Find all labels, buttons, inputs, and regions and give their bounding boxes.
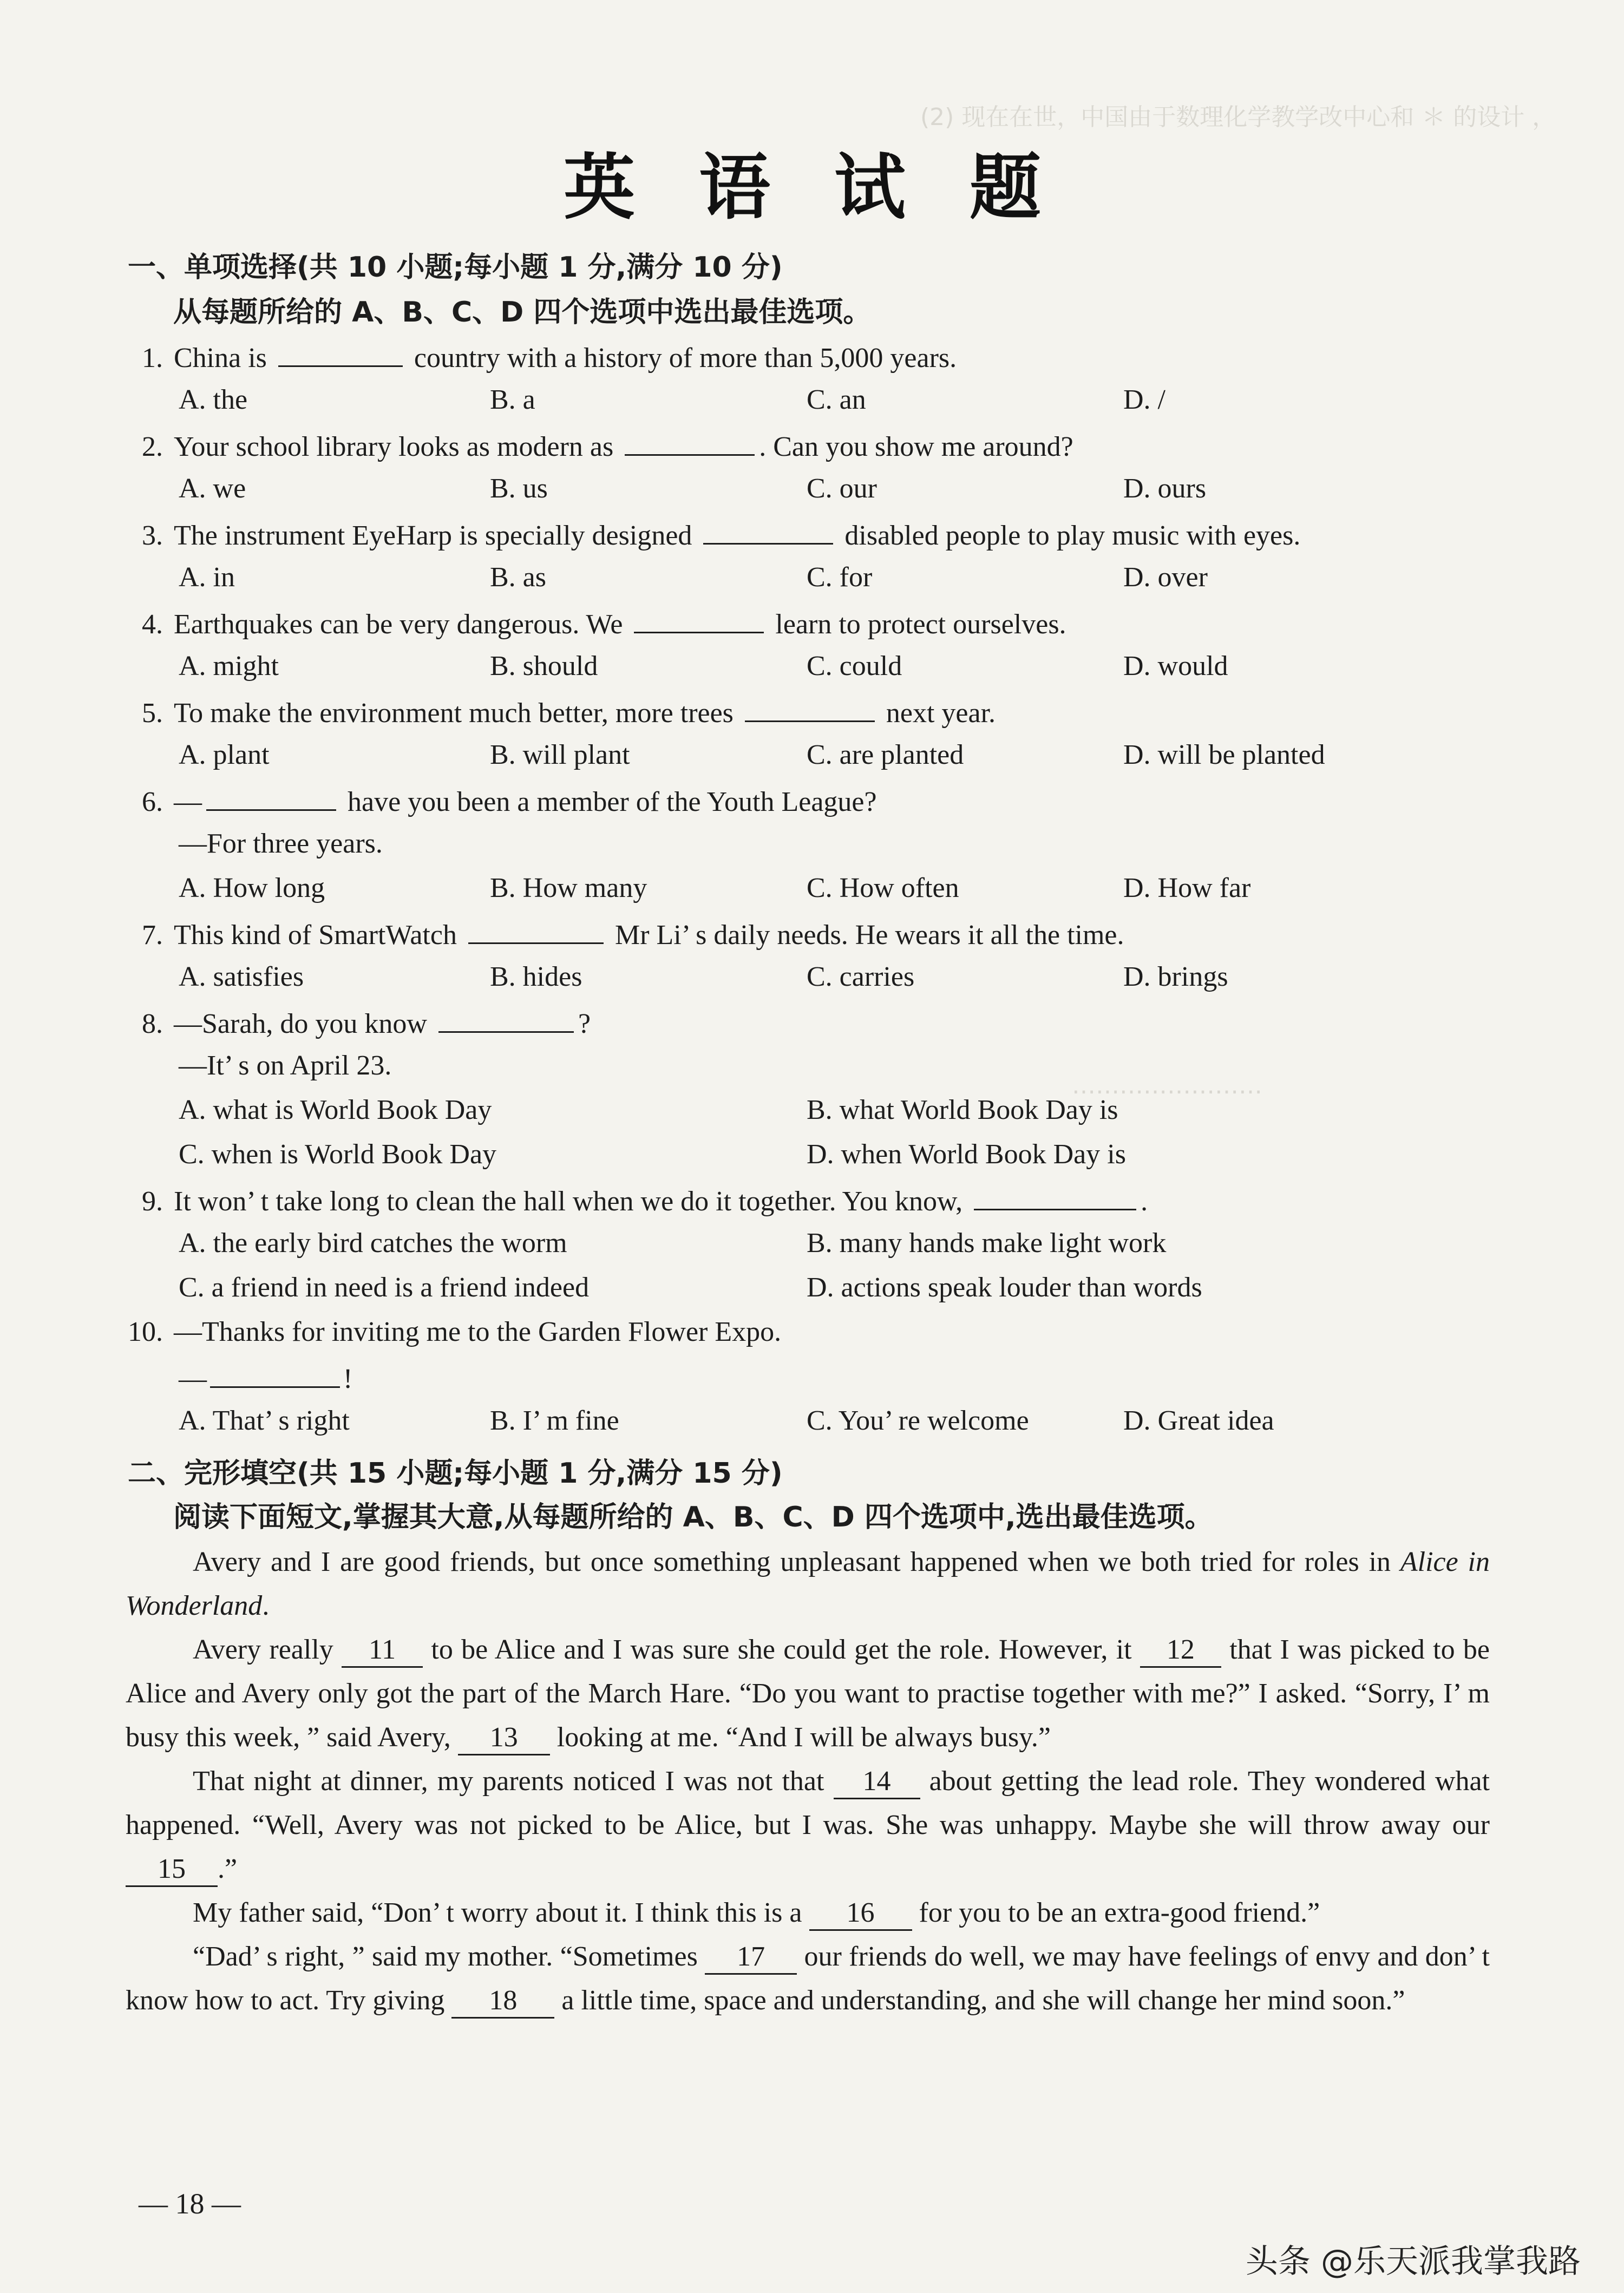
passage-paragraph bbox=[126, 1759, 1490, 1891]
option-b[interactable]: B. will plant bbox=[490, 739, 630, 770]
passage-text: My father said, “Don’ t worry about it. I think this is a bbox=[193, 1897, 809, 1928]
question-text: country with a history of more than 5,000 years. bbox=[407, 343, 957, 374]
bleed-through-text: …………………… bbox=[1072, 1072, 1262, 1099]
question-number: 4. bbox=[142, 609, 163, 640]
cloze-blank-11[interactable]: 11 bbox=[342, 1634, 423, 1668]
option-d[interactable]: D. ours bbox=[1123, 473, 1207, 504]
passage-paragraph bbox=[126, 1935, 1490, 2022]
passage-text: for you to be an extra-good friend.” bbox=[912, 1897, 1320, 1928]
question-number: 10. bbox=[128, 1316, 163, 1347]
option-d[interactable]: D. when World Book Day is bbox=[807, 1139, 1126, 1170]
question-text: . Can you show me around? bbox=[759, 431, 1073, 462]
question-stem bbox=[142, 693, 996, 731]
question-stem bbox=[128, 1315, 781, 1349]
question-number: 5. bbox=[142, 698, 163, 729]
option-a[interactable]: A. in bbox=[179, 562, 235, 593]
option-c[interactable]: C. our bbox=[807, 473, 877, 504]
question-text: disabled people to play music with eyes. bbox=[837, 520, 1301, 551]
option-a[interactable]: A. satisfies bbox=[179, 961, 304, 992]
question-stem bbox=[142, 516, 1300, 553]
passage-text: to be Alice and I was sure she could get the role. However, it bbox=[423, 1634, 1140, 1665]
option-c[interactable]: C. carries bbox=[807, 961, 915, 992]
cloze-blank-15[interactable]: 15 bbox=[126, 1853, 218, 1887]
question-stem bbox=[142, 605, 1066, 642]
book-title: Alice in Wonderland bbox=[126, 1547, 1490, 1621]
option-c[interactable]: C. a friend in need is a friend indeed bbox=[179, 1272, 590, 1303]
question-number: 8. bbox=[142, 1008, 163, 1039]
option-b[interactable]: B. How many bbox=[490, 873, 647, 903]
option-c[interactable]: C. an bbox=[807, 384, 866, 415]
cloze-blank-17[interactable]: 17 bbox=[705, 1941, 797, 1975]
question-text: The instrument EyeHarp is specially designed bbox=[174, 520, 699, 551]
page-number: — 18 — bbox=[139, 2187, 241, 2220]
question-stem bbox=[142, 338, 957, 376]
question-text: Earthquakes can be very dangerous. We bbox=[174, 609, 630, 640]
option-b[interactable]: B. a bbox=[490, 384, 535, 415]
option-c[interactable]: C. How often bbox=[807, 873, 959, 903]
option-d[interactable]: D. actions speak louder than words bbox=[807, 1272, 1202, 1303]
cloze-blank-16[interactable]: 16 bbox=[809, 1897, 912, 1931]
reply-dash: — bbox=[179, 1364, 207, 1394]
question-text: learn to protect ourselves. bbox=[768, 609, 1066, 640]
passage-text: That night at dinner, my parents noticed I was not that bbox=[193, 1766, 834, 1797]
question-number: 7. bbox=[142, 920, 163, 951]
passage-text: .” bbox=[218, 1853, 238, 1884]
option-b[interactable]: B. what World Book Day is bbox=[807, 1095, 1118, 1125]
question-stem bbox=[142, 915, 1124, 953]
passage-text: a little time, space and understanding, and she will change her mind soon.” bbox=[554, 1985, 1405, 2016]
option-a[interactable]: A. How long bbox=[179, 873, 325, 903]
cloze-blank-12[interactable]: 12 bbox=[1140, 1634, 1221, 1668]
option-b[interactable]: B. I’ m fine bbox=[490, 1405, 619, 1436]
option-d[interactable]: D. brings bbox=[1123, 961, 1228, 992]
question-text: . bbox=[1141, 1186, 1148, 1217]
option-d[interactable]: D. Great idea bbox=[1123, 1405, 1274, 1436]
question-number: 3. bbox=[142, 520, 163, 551]
option-a[interactable]: A. That’ s right bbox=[179, 1405, 350, 1436]
dialogue-reply bbox=[179, 1359, 352, 1397]
question-stem bbox=[142, 1182, 1148, 1219]
passage-paragraph bbox=[126, 1540, 1490, 1628]
question-number: 1. bbox=[142, 343, 163, 374]
question-text: China is bbox=[174, 343, 274, 374]
option-a[interactable]: A. might bbox=[179, 651, 279, 682]
page-title: 英 语 试 题 bbox=[564, 146, 1060, 230]
option-a[interactable]: A. plant bbox=[179, 739, 270, 770]
cloze-blank-14[interactable]: 14 bbox=[834, 1765, 920, 1799]
passage-text: “Dad’ s right, ” said my mother. “Sometimes bbox=[193, 1941, 705, 1972]
section2-heading: 二、完形填空(共 15 小题;每小题 1 分,满分 15 分) bbox=[128, 1457, 783, 1490]
question-number: 2. bbox=[142, 431, 163, 462]
passage-paragraph bbox=[126, 1628, 1490, 1759]
option-c[interactable]: C. could bbox=[807, 651, 902, 682]
option-b[interactable]: B. hides bbox=[490, 961, 582, 992]
cloze-blank-13[interactable]: 13 bbox=[458, 1721, 550, 1755]
option-c[interactable]: C. when is World Book Day bbox=[179, 1139, 497, 1170]
option-a[interactable]: A. we bbox=[179, 473, 246, 504]
passage-text: . bbox=[262, 1590, 270, 1621]
cloze-blank-18[interactable]: 18 bbox=[451, 1984, 554, 2019]
question-text: ? bbox=[578, 1008, 591, 1039]
option-c[interactable]: C. are planted bbox=[807, 739, 964, 770]
question-text: Your school library looks as modern as bbox=[174, 431, 621, 462]
option-a[interactable]: A. the bbox=[179, 384, 248, 415]
option-d[interactable]: D. / bbox=[1123, 384, 1165, 415]
section1-instruction: 从每题所给的 A、B、C、D 四个选项中选出最佳选项。 bbox=[173, 296, 872, 329]
option-d[interactable]: D. over bbox=[1123, 562, 1208, 593]
passage-text: that I was picked to be Alice and Avery only got the part of the March Hare. “Do you want to practise together with me?” I asked. “Sorry, I’ m busy this week, ” said Avery, bbox=[126, 1634, 1490, 1753]
cloze-passage bbox=[126, 1540, 1490, 2022]
option-a[interactable]: A. the early bird catches the worm bbox=[179, 1228, 567, 1259]
answer-blank[interactable] bbox=[438, 1004, 574, 1033]
option-c[interactable]: C. for bbox=[807, 562, 873, 593]
passage-text: our friends do well, we may have feelings of envy and don’ t know how to act. Try giving bbox=[126, 1941, 1490, 2016]
question-number: 6. bbox=[142, 787, 163, 817]
answer-blank[interactable] bbox=[210, 1359, 340, 1388]
option-a[interactable]: A. what is World Book Day bbox=[179, 1095, 492, 1125]
answer-blank[interactable] bbox=[974, 1182, 1136, 1210]
passage-text: Avery really bbox=[193, 1634, 342, 1665]
answer-blank[interactable] bbox=[634, 605, 764, 633]
section2-instruction: 阅读下面短文,掌握其大意,从每题所给的 A、B、C、D 四个选项中,选出最佳选项。 bbox=[173, 1501, 1213, 1534]
answer-blank[interactable] bbox=[468, 915, 604, 944]
question-text: — bbox=[174, 787, 202, 817]
question-text: This kind of SmartWatch bbox=[174, 920, 464, 951]
question-text: It won’ t take long to clean the hall when we do it together. You know, bbox=[174, 1186, 970, 1217]
option-b[interactable]: B. as bbox=[490, 562, 546, 593]
option-b[interactable]: B. us bbox=[490, 473, 548, 504]
answer-blank[interactable] bbox=[745, 693, 875, 722]
question-text: Mr Li’ s daily needs. He wears it all the time. bbox=[607, 920, 1124, 951]
source-watermark: 头条 @乐天派我掌我路 bbox=[1245, 2243, 1581, 2281]
dialogue-reply: —For three years. bbox=[179, 828, 383, 859]
passage-text: about getting the lead role. They wondered what happened. “Well, Avery was not picked to be Alice, but I was. She was unhappy. Maybe she will throw away our bbox=[126, 1766, 1490, 1840]
answer-blank[interactable] bbox=[703, 516, 833, 545]
question-text: To make the environment much better, more trees bbox=[174, 698, 741, 729]
answer-blank[interactable] bbox=[206, 782, 336, 811]
question-number: 9. bbox=[142, 1186, 163, 1217]
section1-heading: 一、单项选择(共 10 小题;每小题 1 分,满分 10 分) bbox=[128, 251, 783, 284]
option-d[interactable]: D. How far bbox=[1123, 873, 1251, 903]
question-text: have you been a member of the Youth League? bbox=[340, 787, 877, 817]
passage-text: looking at me. “And I will be always busy.” bbox=[549, 1722, 1051, 1753]
bleed-through-text: (2) 现在在世，中国由于数理化学教学改中心和 ＊ 的设计 ， bbox=[920, 103, 1556, 131]
answer-blank[interactable] bbox=[625, 427, 755, 456]
option-b[interactable]: B. many hands make light work bbox=[807, 1228, 1167, 1259]
question-stem bbox=[142, 782, 877, 820]
question-text: next year. bbox=[879, 698, 996, 729]
option-d[interactable]: D. would bbox=[1123, 651, 1228, 682]
question-stem bbox=[142, 1004, 591, 1041]
question-stem bbox=[142, 427, 1073, 464]
option-b[interactable]: B. should bbox=[490, 651, 598, 682]
passage-paragraph bbox=[126, 1891, 1490, 1935]
answer-blank[interactable] bbox=[278, 338, 403, 367]
dialogue-reply: —It’ s on April 23. bbox=[179, 1050, 392, 1081]
passage-text: Avery and I are good friends, but once something unpleasant happened when we both tried for roles in bbox=[193, 1547, 1400, 1577]
question-text: —Thanks for inviting me to the Garden Flower Expo. bbox=[174, 1316, 782, 1347]
question-text: —Sarah, do you know bbox=[174, 1008, 434, 1039]
option-c[interactable]: C. You’ re welcome bbox=[807, 1405, 1029, 1436]
reply-end: ! bbox=[343, 1364, 353, 1394]
option-d[interactable]: D. will be planted bbox=[1123, 739, 1325, 770]
